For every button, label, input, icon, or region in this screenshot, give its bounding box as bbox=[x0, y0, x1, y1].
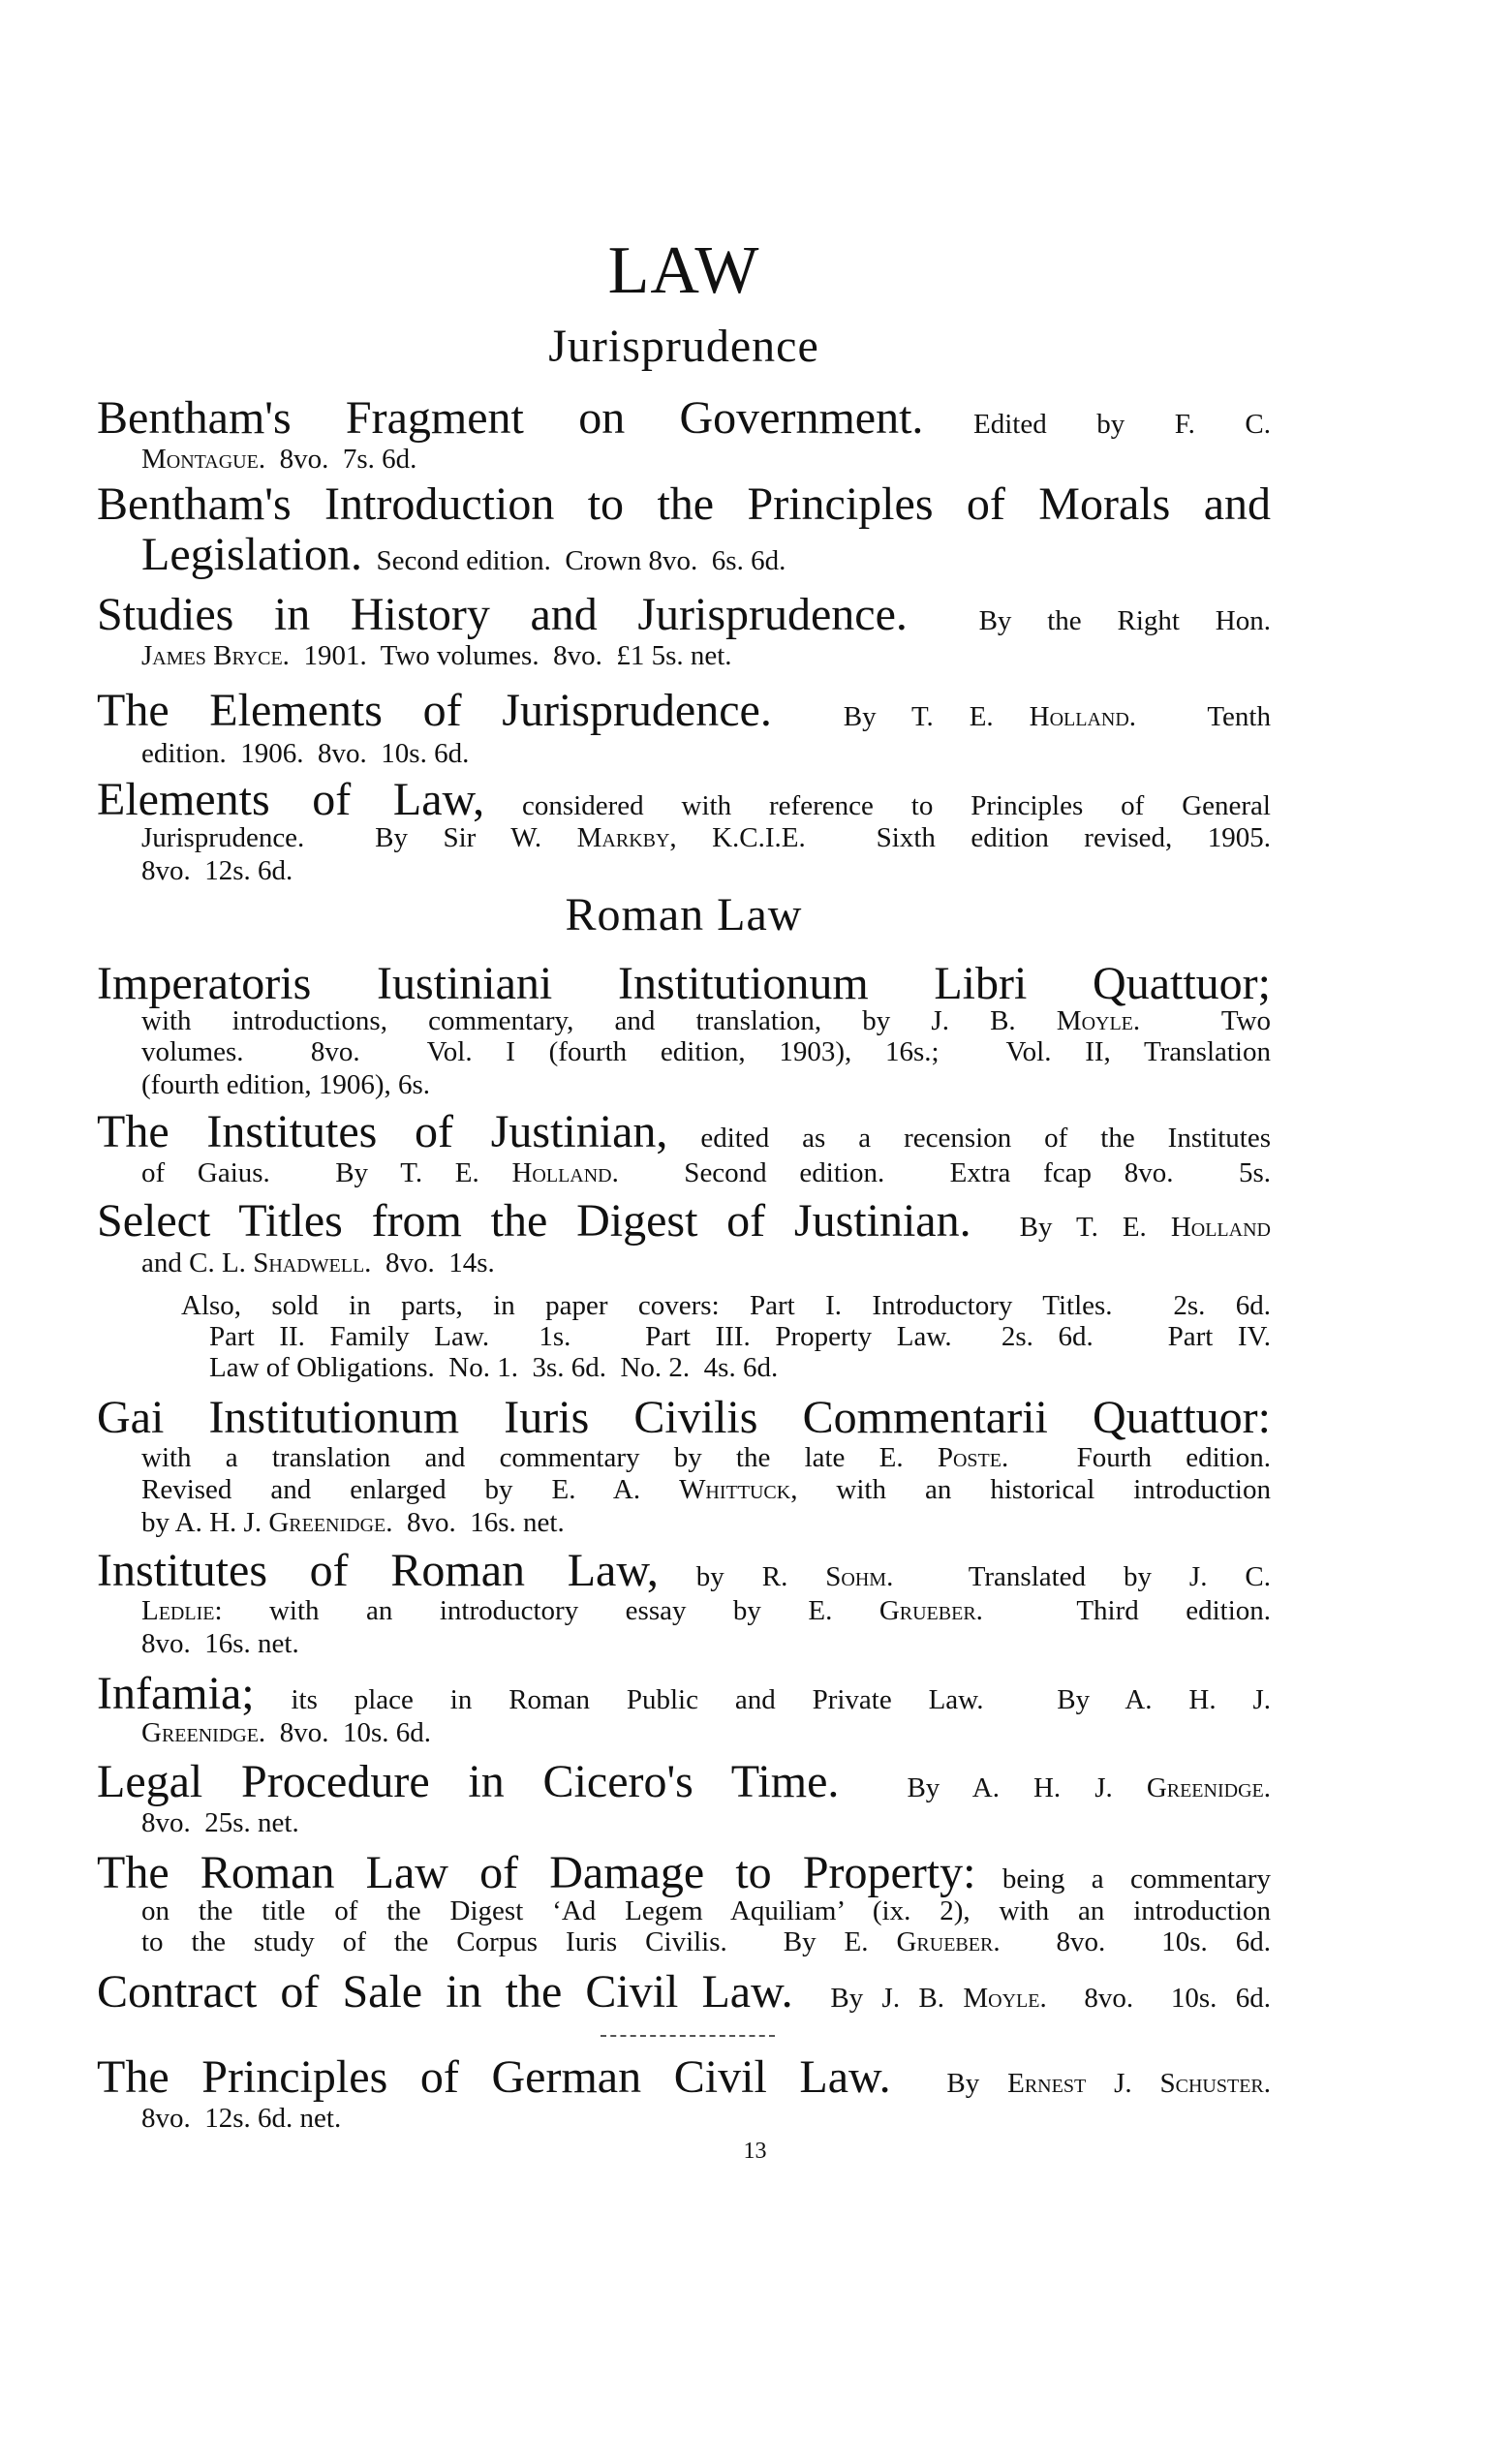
book-details: 8vo. 7s. 6d. bbox=[265, 443, 417, 475]
catalogue-line bbox=[141, 528, 1271, 581]
author-name: Ernest J. Schuster. bbox=[1007, 2067, 1272, 2099]
book-title: Institutes of Roman Law, bbox=[97, 1544, 659, 1596]
book-details: , with an historical introduction bbox=[790, 1473, 1271, 1505]
book-details: By bbox=[890, 2067, 1008, 2099]
author-name: Markby bbox=[576, 821, 670, 853]
author-name: Moyle. bbox=[963, 1982, 1047, 2014]
book-details: Also, sold in parts, in paper covers: Part I. Introductory Titles. 2s. 6d. bbox=[181, 1289, 1271, 1321]
book-title: Imperatoris Iustiniani Institutionum Libri Quattuor; bbox=[97, 957, 1271, 1009]
catalogue-line bbox=[141, 1717, 1271, 1749]
book-details: Tenth bbox=[1136, 700, 1271, 732]
author-name: Holland. bbox=[511, 1156, 619, 1188]
book-title: Studies in History and Jurisprudence. bbox=[97, 588, 908, 640]
author-name: Whittuck bbox=[679, 1473, 791, 1505]
catalogue-line bbox=[97, 1755, 1271, 1808]
catalogue-line bbox=[97, 1391, 1271, 1444]
catalogue-line bbox=[141, 1442, 1271, 1474]
catalogue-line bbox=[141, 1005, 1271, 1037]
author-name: Poste. bbox=[937, 1441, 1009, 1473]
section-heading bbox=[97, 320, 1271, 373]
book-details: Translated by J. C. bbox=[893, 1560, 1271, 1592]
book-details: on the title of the Digest ‘Ad Legem Aquiliam’ (ix. 2), with an introduction bbox=[141, 1894, 1271, 1926]
catalogue-line bbox=[97, 684, 1271, 737]
author-name: Ledlie bbox=[141, 1594, 215, 1626]
catalogue-line bbox=[97, 1667, 1271, 1720]
book-details: 8vo. 14s. bbox=[371, 1247, 495, 1278]
catalogue-line bbox=[97, 1965, 1271, 2018]
book-title: Gai Institutionum Iuris Civilis Commentarii Quattuor: bbox=[97, 1391, 1271, 1443]
book-title: The Roman Law of Damage to Property: bbox=[97, 1846, 976, 1898]
heading-text: Jurisprudence bbox=[548, 320, 819, 372]
book-details: Second edition. Crown 8vo. 6s. 6d. bbox=[361, 544, 786, 576]
catalogue-line bbox=[141, 1807, 1271, 1839]
book-details: , K.C.I.E. Sixth edition revised, 1905. bbox=[669, 821, 1271, 853]
author-name: Shadwell. bbox=[253, 1247, 372, 1278]
catalogue-line bbox=[97, 1105, 1271, 1158]
section-heading bbox=[97, 888, 1271, 941]
catalogue-line bbox=[181, 1290, 1271, 1322]
book-details: of Gaius. By T. E. bbox=[141, 1156, 512, 1188]
book-details: to the study of the Corpus Iuris Civilis. By E. bbox=[141, 1925, 897, 1957]
catalogue-line bbox=[97, 1544, 1271, 1597]
book-title: Select Titles from the Digest of Justinian. bbox=[97, 1194, 971, 1247]
catalogue-line bbox=[141, 640, 1271, 672]
book-details: by R. bbox=[658, 1560, 826, 1592]
book-details: By J. B. bbox=[792, 1982, 964, 2014]
author-name: Holland. bbox=[1029, 700, 1137, 732]
book-details: 8vo. 16s. net. bbox=[392, 1506, 565, 1538]
heading-text: LAW bbox=[607, 233, 760, 308]
book-details: considered with reference to Principles of General bbox=[484, 789, 1271, 821]
author-name: James Bryce. bbox=[141, 639, 290, 671]
book-details: By T. E. bbox=[771, 700, 1030, 732]
book-details: its place in Roman Public and Private Law. By A. H. J. bbox=[254, 1683, 1271, 1715]
book-title: Legislation. bbox=[141, 528, 362, 580]
catalogue-line bbox=[141, 822, 1271, 854]
catalogue-line bbox=[141, 1628, 1271, 1660]
book-details: Two bbox=[1140, 1004, 1272, 1036]
book-title: Legal Procedure in Cicero's Time. bbox=[97, 1755, 840, 1807]
author-name: Montague. bbox=[141, 443, 266, 475]
catalogue-line bbox=[141, 1157, 1271, 1189]
page-number: 13 bbox=[743, 2139, 767, 2164]
book-details: Second edition. Extra fcap 8vo. 5s. bbox=[618, 1156, 1271, 1188]
book-details: (fourth edition, 1906), 6s. bbox=[141, 1068, 431, 1100]
catalogue-line bbox=[141, 855, 1271, 887]
book-details: edited as a recension of the Institutes bbox=[667, 1122, 1271, 1154]
catalogue-line bbox=[141, 1247, 1271, 1279]
book-details: By the Right Hon. bbox=[907, 604, 1271, 636]
book-details: Revised and enlarged by E. A. bbox=[141, 1473, 680, 1505]
book-details: with introductions, commentary, and translation, by J. B. bbox=[141, 1004, 1057, 1036]
book-details: Law of Obligations. No. 1. 3s. 6d. No. 2. 4s. 6d. bbox=[209, 1351, 779, 1383]
book-details: and C. L. bbox=[141, 1247, 254, 1278]
author-name: Greenidge. bbox=[141, 1716, 266, 1748]
section-heading bbox=[97, 232, 1271, 310]
book-details: 8vo. 10s. 6d. bbox=[1000, 1925, 1271, 1957]
section-divider bbox=[601, 2035, 775, 2037]
catalogue-line bbox=[141, 2103, 1271, 2135]
book-details: Edited by F. C. bbox=[923, 408, 1272, 440]
author-name: Moyle. bbox=[1056, 1004, 1141, 1036]
catalogue-line bbox=[141, 1595, 1271, 1627]
book-title: Contract of Sale in the Civil Law. bbox=[97, 1965, 793, 2017]
book-details: 1901. Two volumes. 8vo. £1 5s. net. bbox=[289, 639, 732, 671]
book-details: with a translation and commentary by the late E. bbox=[141, 1441, 938, 1473]
book-title: Elements of Law, bbox=[97, 773, 485, 825]
book-details: Third edition. bbox=[982, 1594, 1272, 1626]
book-details: : with an introductory essay by E. bbox=[214, 1594, 879, 1626]
book-title: Bentham's Introduction to the Principles of Morals and bbox=[97, 477, 1271, 530]
catalogue-line bbox=[141, 1895, 1271, 1927]
catalogue-line bbox=[97, 1194, 1271, 1247]
book-title: Bentham's Fragment on Government. bbox=[97, 391, 924, 444]
author-name: Holland bbox=[1170, 1211, 1271, 1243]
book-title: The Elements of Jurisprudence. bbox=[97, 684, 772, 736]
catalogue-line bbox=[209, 1352, 1271, 1384]
catalogue-line bbox=[141, 1926, 1271, 1958]
book-details: edition. 1906. 8vo. 10s. 6d. bbox=[141, 737, 470, 769]
book-details: by A. H. J. bbox=[141, 1506, 269, 1538]
book-details: 8vo. 25s. net. bbox=[141, 1806, 299, 1838]
author-name: Grueber. bbox=[896, 1925, 1001, 1957]
catalogue-line bbox=[97, 2050, 1271, 2104]
catalogue-line bbox=[141, 1069, 1271, 1101]
catalogue-line bbox=[97, 957, 1271, 1010]
book-details: Jurisprudence. By Sir W. bbox=[141, 821, 577, 853]
book-details: 8vo. 12s. 6d. net. bbox=[141, 2102, 342, 2134]
book-title: Infamia; bbox=[97, 1667, 255, 1719]
book-details: Fourth edition. bbox=[1008, 1441, 1271, 1473]
book-details: 8vo. 16s. net. bbox=[141, 1627, 299, 1659]
catalogue-line bbox=[209, 1321, 1271, 1353]
author-name: Sohm. bbox=[825, 1560, 894, 1592]
author-name: Grueber. bbox=[878, 1594, 983, 1626]
catalogue-line bbox=[97, 391, 1271, 445]
book-details: Part II. Family Law. 1s. Part III. Property Law. 2s. 6d. Part IV. bbox=[209, 1320, 1271, 1352]
catalogue-line bbox=[141, 738, 1271, 770]
author-name: Greenidge. bbox=[1146, 1771, 1271, 1803]
book-details: volumes. 8vo. Vol. I (fourth edition, 1903), 16s.; Vol. II, Translation bbox=[141, 1035, 1271, 1067]
catalogue-line bbox=[97, 477, 1271, 531]
catalogue-line bbox=[141, 1036, 1271, 1068]
book-title: The Principles of German Civil Law. bbox=[97, 2050, 891, 2103]
book-details: 8vo. 10s. 6d. bbox=[1046, 1982, 1271, 2014]
book-details: 8vo. 10s. 6d. bbox=[265, 1716, 431, 1748]
catalogue-line bbox=[141, 444, 1271, 476]
book-details: By A. H. J. bbox=[839, 1771, 1147, 1803]
book-details: By T. E. bbox=[971, 1211, 1171, 1243]
catalogue-line bbox=[141, 1474, 1271, 1506]
book-details: 8vo. 12s. 6d. bbox=[141, 854, 293, 886]
catalogue-line bbox=[97, 1846, 1271, 1899]
catalogue-line bbox=[141, 1507, 1271, 1539]
heading-text: Roman Law bbox=[565, 888, 803, 940]
catalogue-line bbox=[97, 773, 1271, 826]
book-title: The Institutes of Justinian, bbox=[97, 1105, 668, 1157]
author-name: Greenidge. bbox=[268, 1506, 393, 1538]
catalogue-line bbox=[97, 588, 1271, 641]
book-details: being a commentary bbox=[975, 1863, 1271, 1894]
